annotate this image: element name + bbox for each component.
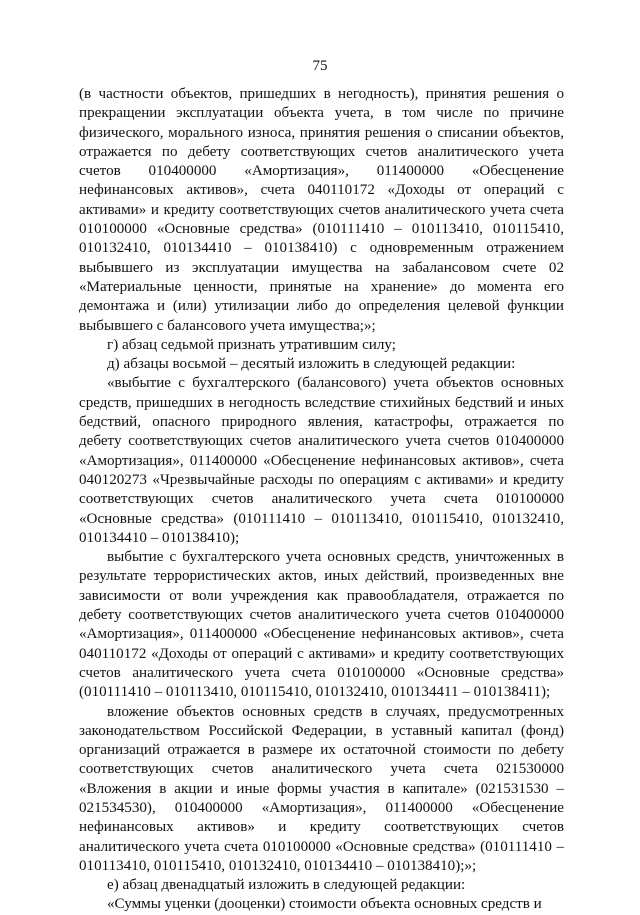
paragraph-capital-investment: вложение объектов основных средств в случаях, предусмотренных законодательством Российской Федерации, в уставный капитал (фонд) организаций отражается в размере их остаточной стоимости по дебету соответствующих счетов аналитического учета счета 021530000 «Вложения в акции и иные формы участия в капитале» (021531530 – 021534530), 010400000 «Амортизация», 011400000 «Обесценение нефинансовых активов» и кредиту соответствующих счетов аналитического учета счета 010100000 «Основные средства» (010111410 – 010113410, 010115410, 010132410, 010134410 – 010138410);»; xyxy=(79,703,564,874)
paragraph-item-d: д) абзацы восьмой – десятый изложить в следующей редакции: xyxy=(107,356,516,373)
paragraph-item-e: е) абзац двенадцатый изложить в следующей редакции: xyxy=(107,877,466,894)
paragraph-disposal-disasters: «выбытие с бухгалтерского (балансового) учета объектов основных средств, пришедших в негодность вследствие стихийных бедствий и иных бедствий, опасного природного явления, катастрофы, отражается по дебету соответствующих счетов аналитического учета счетов 010400000 «Амортизация», 011400000 «Обесценение нефинансовых активов», счета 040120273 «Чрезвычайные расходы по операциям с активами» и кредиту соответствующих счетов аналитического учета счета 010100000 «Основные средства» (010111410 – 010113410, 010115410, 010132410, 010134410 – 010138410); xyxy=(79,375,564,546)
document-body xyxy=(79,85,564,915)
paragraph-revaluation-start: «Суммы уценки (дооценки) стоимости объекта основных средств и xyxy=(107,896,542,913)
page-number: 75 xyxy=(312,58,328,74)
paragraph-item-g: г) абзац седьмой признать утратившим силу; xyxy=(107,336,396,353)
paragraph-continuation: (в частности объектов, пришедших в негодность), принятия решения о прекращении эксплуатации объекта учета, в том числе по причине физического, морального износа, принятия решения о списании объектов, отражается по дебету соответствующих счетов аналитического учета счетов 010400000 «Амортизация», 011400000 «Обесценение нефинансовых активов», счета 040110172 «Доходы от операций с активами» и кредиту соответствующих счетов аналитического учета счета 010100000 «Основные средства» (010111410 – 010113410, 010115410, 010132410, 010134410 – 010138410) с одновременным отражением выбывшего из эксплуатации имущества на забалансовом счете 02 «Материальные ценности, принятые на хранение» до момента его демонтажа и (или) утилизации либо до определения целевой функции выбывшего с балансового учета имущества;»; xyxy=(79,86,564,334)
paragraph-disposal-terrorism: выбытие с бухгалтерского учета основных средств, уничтоженных в результате террористических актов, иных действий, произведенных вне зависимости от воли учреждения как правообладателя, отражается по дебету соответствующих счетов аналитического учета счетов 010400000 «Амортизация», 011400000 «Обесценение нефинансовых активов», счета 040110172 «Доходы от операций с активами» и кредиту соответствующих счетов аналитического учета счета 010100000 «Основные средства» (010111410 – 010113410, 010115410, 010132410, 010134411 – 010138411); xyxy=(79,549,564,701)
